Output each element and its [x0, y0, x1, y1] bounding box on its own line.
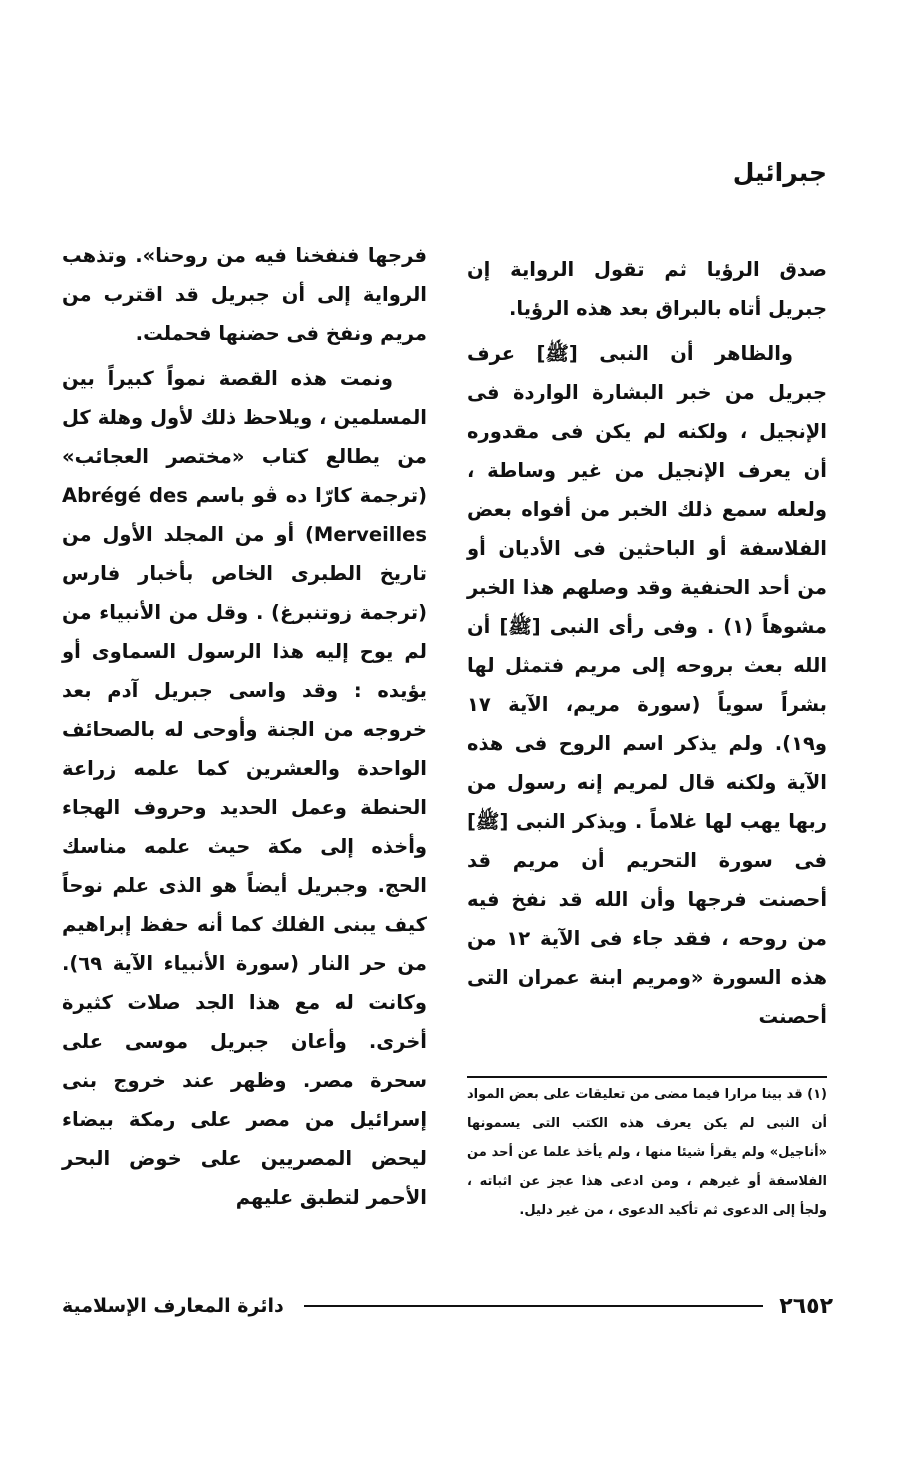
footnote [467, 1080, 827, 1225]
page-footer [62, 1286, 833, 1326]
page-number: ٢٦٥٢ [779, 1293, 833, 1319]
footnote-text: (١) قد بينا مرارا فيما مضى من تعليقات على بعض المواد أن النبى لم يكن يعرف هذه الكتب التى يسمونها «أناجيل» ولم يقرأ شيئا منها ، ولم يأخذ علما عن أحد من الفلاسفة أو غيرهم ، ومن ادعى هذا عجز عن اثباته ، ولجأ إلى الدعوى ثم تأكيد الدعوى ، من غير دليل. [467, 1087, 827, 1218]
left-paragraph-1: فرجها فنفخنا فيه من روحنا». وتذهب الرواية إلى أن جبريل قد اقترب من مريم ونفخ فى حضنها فحملت. [62, 244, 427, 345]
right-paragraph-2: والظاهر أن النبى [ﷺ] عرف جبريل من خبر البشارة الواردة فى الإنجيل ، ولكنه لم يكن فى مقدوره أن يعرف الإنجيل من غير وساطة ، ولعله سمع ذلك الخبر من أفواه بعض الفلاسفة أو الباحثين فى الأديان أو من أحد الحنفية وقد وصلهم هذا الخبر مشوهاً (١) . وفى رأى النبى [ﷺ] أن الله بعث بروحه إلى مريم فتمثل لها بشراً سوياً (سورة مريم، الآية ١٧ و١٩). ولم يذكر اسم الروح فى هذه الآية ولكنه قال لمريم إنه رسول من ربها يهب لها غلاماً . ويذكر النبى [ﷺ] فى سورة التحريم أن مريم قد أحصنت فرجها وأن الله قد نفخ فيه من روحه ، فقد جاء فى الآية ١٢ من هذه السورة «ومريم ابنة عمران التى أحصنت [467, 342, 827, 1028]
left-paragraph-2: ونمت هذه القصة نمواً كبيراً بين المسلمين ، ويلاحظ ذلك لأول وهلة كل من يطالع كتاب «مختصر العجائب» (ترجمة كارّا ده ڤو باسم Abrégé des Merveilles) أو من المجلد الأول من تاريخ الطبرى الخاص بأخبار فارس (ترجمة زوتنبرغ) . وقل من الأنبياء من لم يوح إليه هذا الرسول السماوى أو يؤيده : وقد واسى جبريل آدم بعد خروجه من الجنة وأوحى له بالصحائف الواحدة والعشرين كما علمه زراعة الحنطة وعمل الحديد وحروف الهجاء وأخذه إلى مكة حيث علمه مناسك الحج. وجبريل أيضاً هو الذى علم نوحاً كيف يبنى الفلك كما أنه حفظ إبراهيم من حر النار (سورة الأنبياء الآية ٦٩). وكانت له مع هذا الجد صلات كثيرة أخرى. وأعان جبريل موسى على سحرة مصر. وظهر عند خروج بنى إسرائيل من مصر على رمكة بيضاء ليحض المصريين على خوض البحر الأحمر لتطبق عليهم [62, 367, 427, 1209]
left-column [62, 236, 427, 1217]
right-paragraph-1: صدق الرؤيا ثم تقول الرواية إن جبريل أتاه بالبراق بعد هذه الرؤيا. [467, 258, 827, 320]
footnote-separator [467, 1076, 827, 1078]
right-column [467, 250, 827, 1036]
footer-rule [304, 1305, 764, 1307]
journal-title: دائرة المعارف الإسلامية [62, 1295, 284, 1317]
running-header-title: جبرائيل [732, 158, 827, 187]
